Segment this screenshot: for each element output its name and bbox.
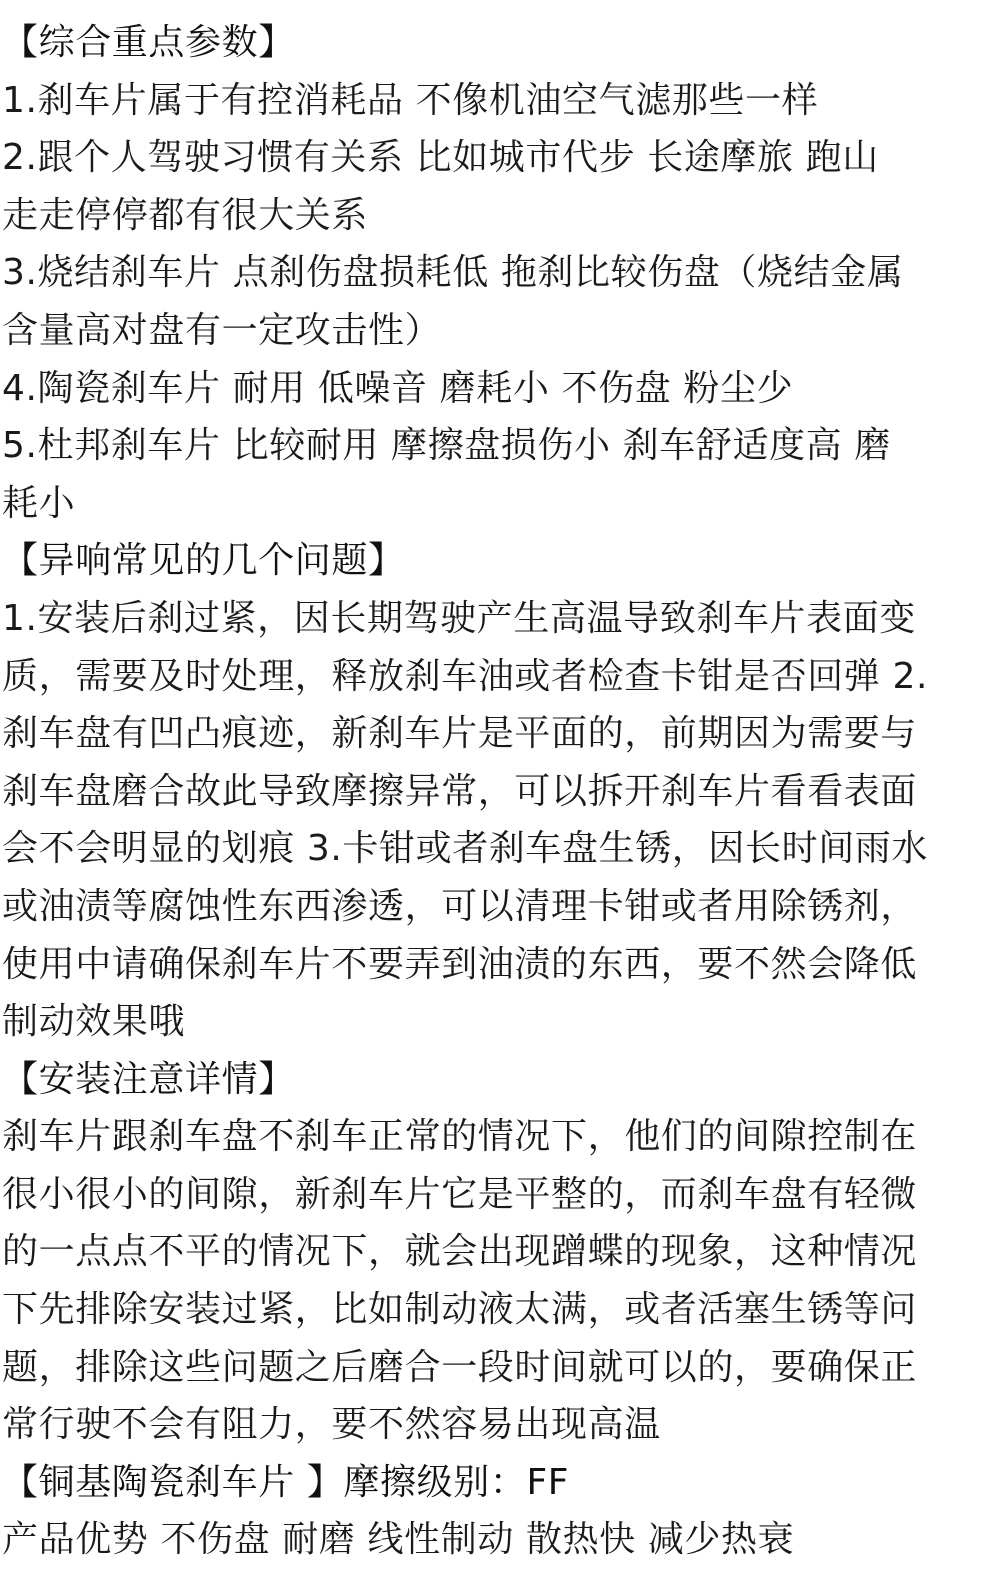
text-line: 常行驶不会有阻力，要不然容易出现高温 [2,1404,661,1446]
text-line: 题，排除这些问题之后磨合一段时间就可以的，要确保正 [2,1346,918,1388]
text-line: 2.跟个人驾驶习惯有关系 比如城市代步 长途摩旅 跑山 [2,137,879,179]
text-line: 会不会明显的划痕 3.卡钳或者刹车盘生锈，因长时间雨水 [2,828,928,870]
section-heading-copper-ceramic: 【铜基陶瓷刹车片 】摩擦级别：FF [2,1461,570,1503]
text-line: 很小很小的间隙，新刹车片它是平整的，而刹车盘有轻微 [2,1173,918,1215]
section-heading-key-params: 【综合重点参数】 [2,22,295,63]
text-line: 刹车片跟刹车盘不刹车正常的情况下，他们的间隙控制在 [2,1116,918,1158]
text-line: 耗小 [2,482,76,524]
text-line: 4.陶瓷刹车片 耐用 低噪音 磨耗小 不伤盘 粉尘少 [2,367,794,409]
text-line: 1.安装后刹过紧，因长期驾驶产生高温导致刹车片表面变 [2,597,916,639]
text-line: 含量高对盘有一定攻击性） [2,309,442,351]
text-line: 刹车盘磨合故此导致摩擦异常，可以拆开刹车片看看表面 [2,770,918,812]
text-line: 质，需要及时处理，释放刹车油或者检查卡钳是否回弹 2. [2,655,928,697]
text-line: 走走停停都有很大关系 [2,194,369,236]
text-line: 刹车盘有凹凸痕迹，新刹车片是平面的，前期因为需要与 [2,713,918,755]
text-line-partial: 产品优势 不伤盘 耐磨 线性制动 散热快 减少热衰 [2,1519,795,1561]
text-line: 或油渍等腐蚀性东西渗透，可以清理卡钳或者用除锈剂， [2,885,918,927]
text-line: 下先排除安装过紧，比如制动液太满，或者活塞生锈等问 [2,1289,918,1331]
text-line: 制动效果哦 [2,1001,186,1043]
text-line: 的一点点不平的情况下，就会出现蹭蝶的现象，这种情况 [2,1231,918,1273]
text-line: 5.杜邦刹车片 比较耐用 摩擦盘损伤小 刹车舒适度高 磨 [2,425,891,467]
text-line: 3.烧结刹车片 点刹伤盘损耗低 拖刹比较伤盘（烧结金属 [2,252,904,294]
text-line: 使用中请确保刹车片不要弄到油渍的东西，要不然会降低 [2,943,918,985]
section-heading-noise-issues: 【异响常见的几个问题】 [2,540,405,582]
section-heading-install-notes: 【安装注意详情】 [2,1058,295,1100]
text-line: 1.刹车片属于有控消耗品 不像机油空气滤那些一样 [2,79,819,121]
